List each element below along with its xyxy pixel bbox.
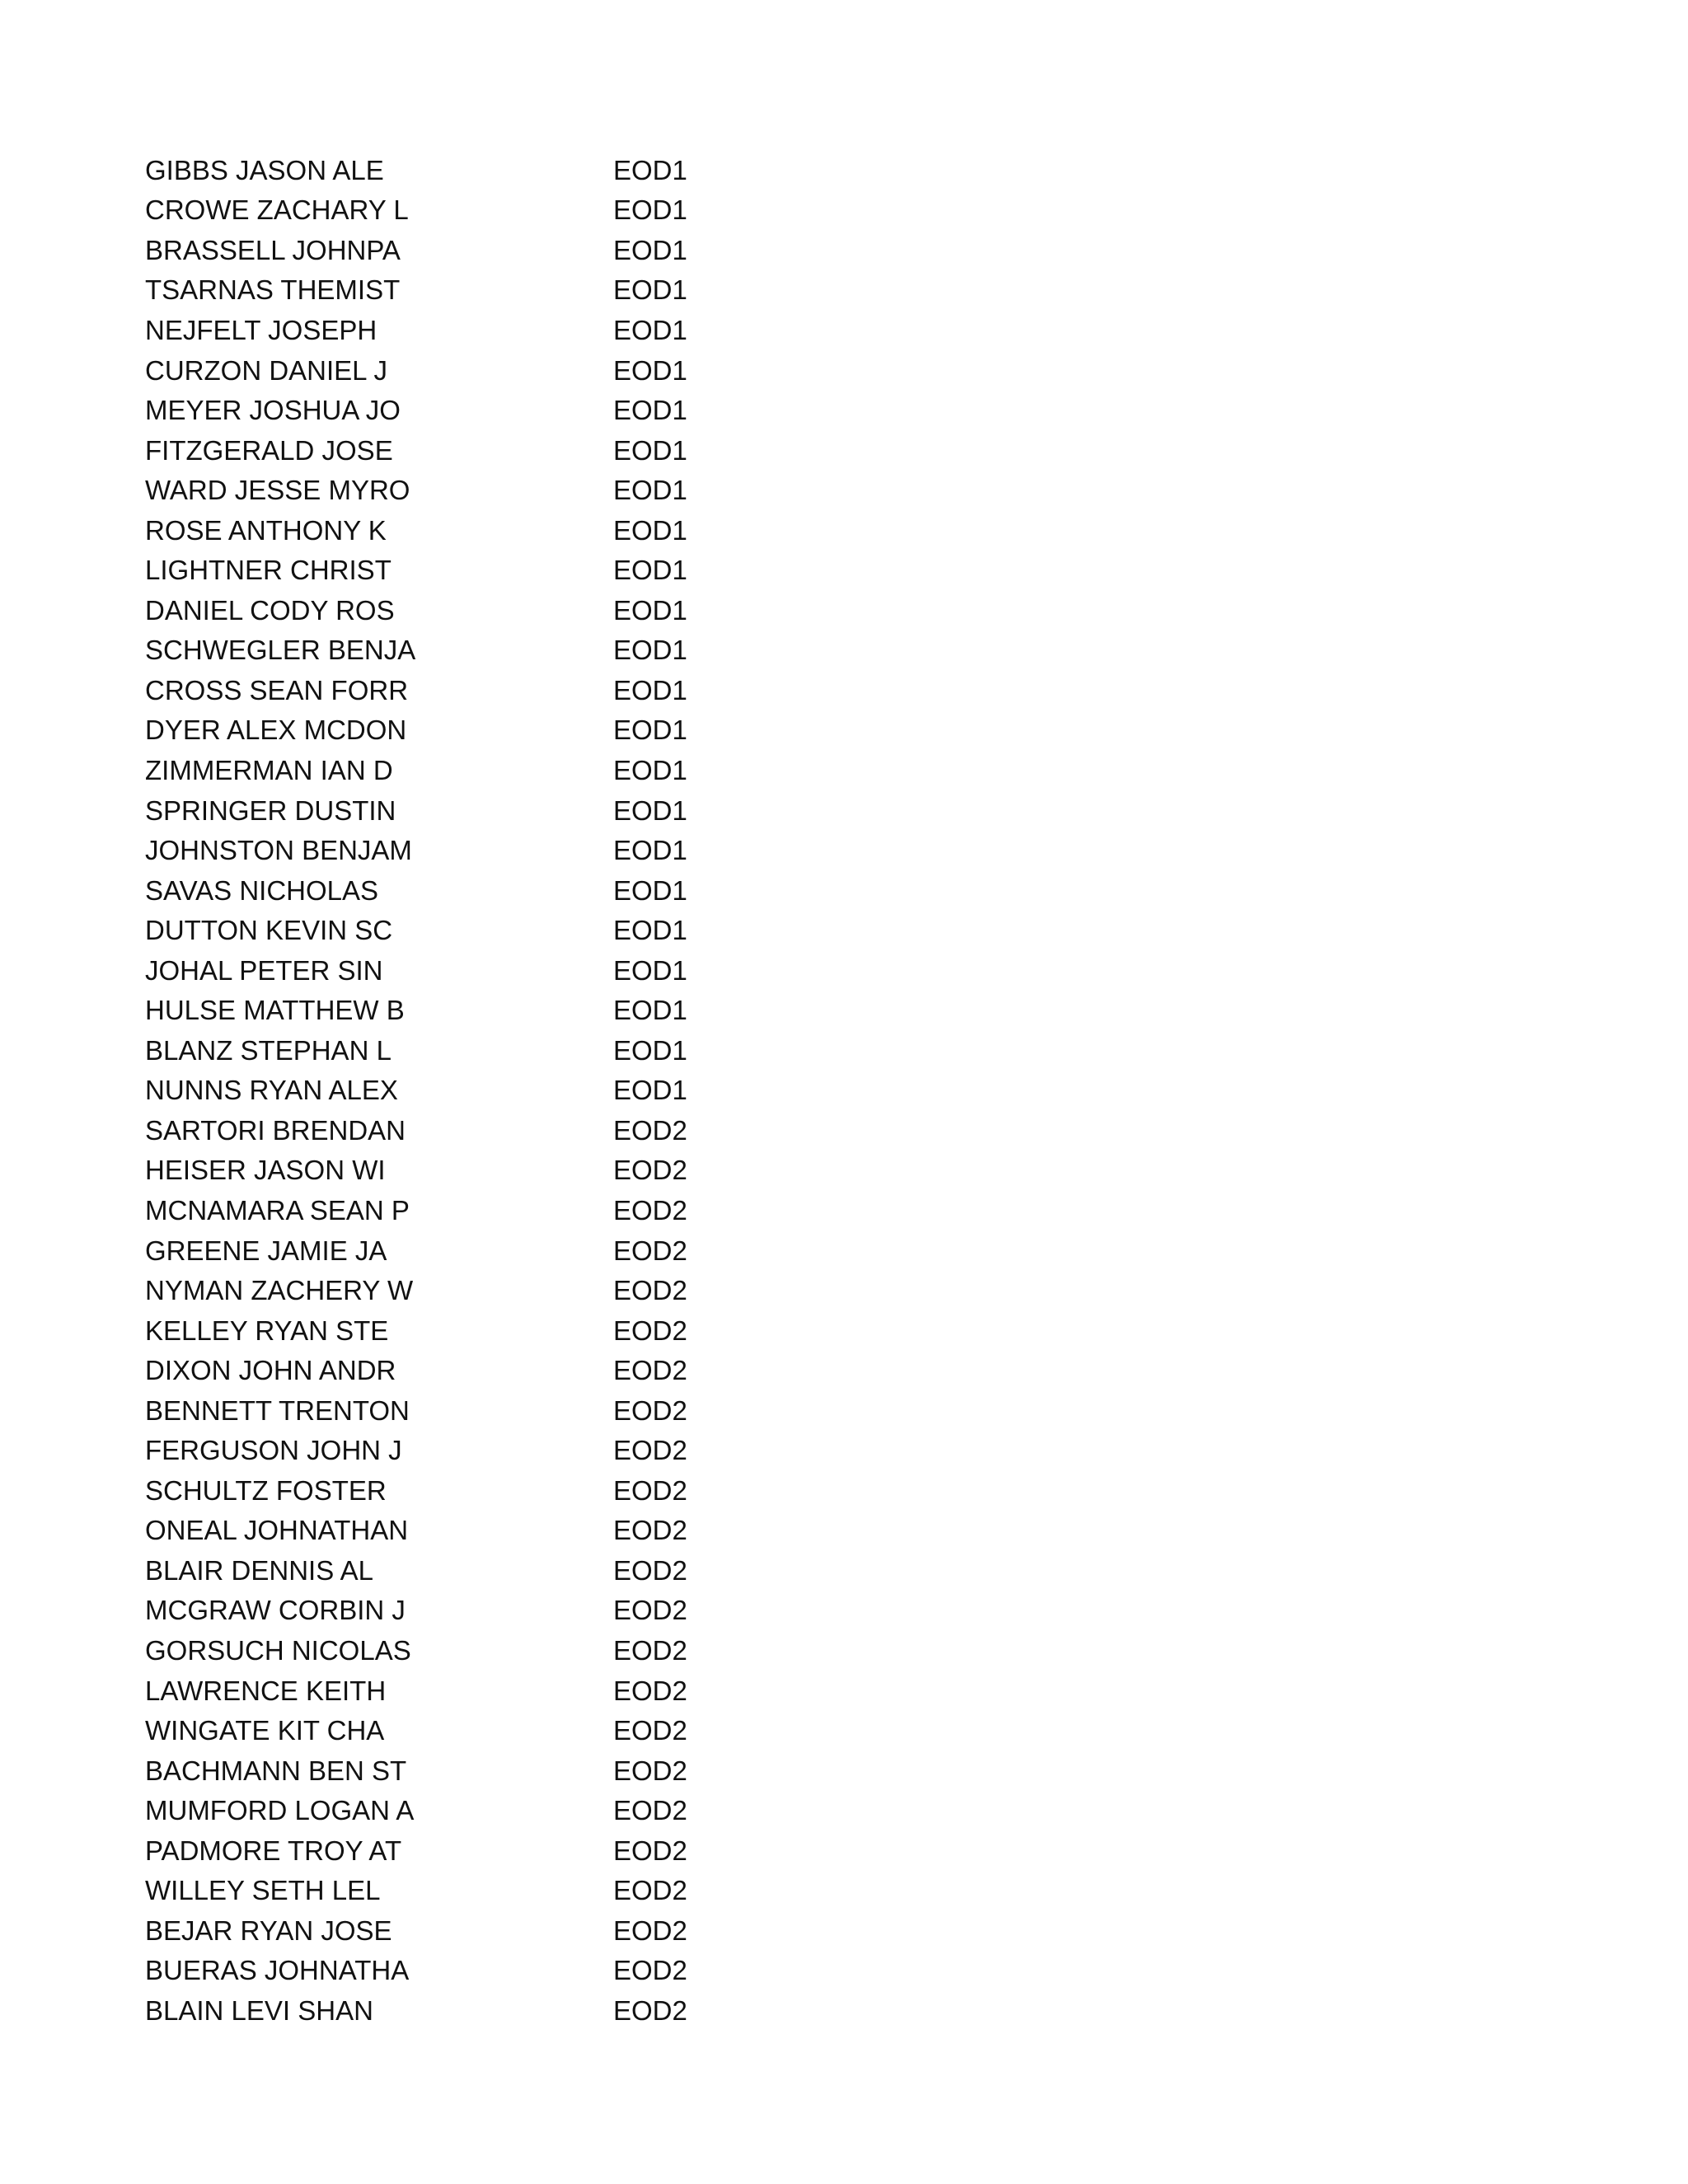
- unit-code: EOD2: [613, 1315, 687, 1346]
- unit-code: EOD2: [613, 1795, 687, 1826]
- list-item: [145, 1951, 887, 1991]
- list-item: [145, 1990, 887, 2031]
- person-name: SPRINGER DUSTIN: [145, 794, 396, 826]
- person-name: WARD JESSE MYRO: [145, 475, 410, 506]
- unit-code: EOD2: [613, 1355, 687, 1386]
- person-name: FERGUSON JOHN J: [145, 1435, 402, 1466]
- list-item: [145, 1630, 887, 1671]
- person-name: DANIEL CODY ROS: [145, 594, 395, 626]
- person-name: JOHAL PETER SIN: [145, 954, 383, 986]
- unit-code: EOD2: [613, 1635, 687, 1666]
- unit-code: EOD1: [613, 354, 687, 386]
- unit-code: EOD2: [613, 1675, 687, 1706]
- list-item: [145, 1830, 887, 1871]
- unit-code: EOD2: [613, 1875, 687, 1906]
- person-name: MCNAMARA SEAN P: [145, 1194, 410, 1226]
- person-name: BLANZ STEPHAN L: [145, 1034, 392, 1066]
- list-item: [145, 1030, 887, 1071]
- person-name: WINGATE KIT CHA: [145, 1715, 385, 1746]
- list-item: [145, 1151, 887, 1191]
- person-name: SAVAS NICHOLAS: [145, 874, 379, 906]
- list-item: [145, 470, 887, 510]
- unit-code: EOD1: [613, 475, 687, 506]
- unit-code: EOD1: [613, 954, 687, 986]
- person-name: GIBBS JASON ALE: [145, 154, 384, 185]
- list-item: [145, 510, 887, 551]
- person-name: CROWE ZACHARY L: [145, 194, 409, 226]
- list-item: [145, 790, 887, 831]
- person-name: BLAIR DENNIS AL: [145, 1554, 373, 1586]
- unit-code: EOD2: [613, 1835, 687, 1866]
- person-name: DUTTON KEVIN SC: [145, 915, 393, 946]
- person-name: MCGRAW CORBIN J: [145, 1595, 406, 1626]
- unit-code: EOD2: [613, 1235, 687, 1266]
- list-item: [145, 990, 887, 1030]
- person-name: GORSUCH NICOLAS: [145, 1635, 411, 1666]
- unit-code: EOD2: [613, 1515, 687, 1546]
- person-name: MEYER JOSHUA JO: [145, 395, 401, 426]
- unit-code: EOD1: [613, 154, 687, 185]
- person-name: BUERAS JOHNATHA: [145, 1955, 410, 1986]
- unit-code: EOD2: [613, 1114, 687, 1146]
- unit-code: EOD1: [613, 314, 687, 345]
- list-item: [145, 190, 887, 231]
- list-item: [145, 670, 887, 710]
- person-name: NYMAN ZACHERY W: [145, 1275, 414, 1306]
- person-name: PADMORE TROY AT: [145, 1835, 402, 1866]
- list-item: [145, 1671, 887, 1711]
- unit-code: EOD2: [613, 1275, 687, 1306]
- list-item: [145, 310, 887, 350]
- person-name: JOHNSTON BENJAM: [145, 835, 412, 866]
- person-name: ROSE ANTHONY K: [145, 514, 387, 546]
- list-item: [145, 830, 887, 870]
- list-item: [145, 1710, 887, 1750]
- unit-code: EOD2: [613, 1955, 687, 1986]
- person-name: SARTORI BRENDAN: [145, 1114, 406, 1146]
- person-name: BLAIN LEVI SHAN: [145, 1994, 373, 2026]
- person-name: FITZGERALD JOSE: [145, 434, 393, 466]
- unit-code: EOD2: [613, 1474, 687, 1506]
- list-item: [145, 430, 887, 471]
- person-name: WILLEY SETH LEL: [145, 1875, 381, 1906]
- list-item: [145, 1431, 887, 1471]
- list-item: [145, 1270, 887, 1310]
- list-item: [145, 1390, 887, 1431]
- person-name: NEJFELT JOSEPH: [145, 314, 377, 345]
- list-item: [145, 1790, 887, 1830]
- list-item: [145, 270, 887, 311]
- unit-code: EOD1: [613, 754, 687, 785]
- unit-code: EOD1: [613, 715, 687, 746]
- list-item: [145, 1350, 887, 1390]
- person-name: BENNETT TRENTON: [145, 1394, 410, 1426]
- unit-code: EOD2: [613, 1595, 687, 1626]
- list-item: [145, 1190, 887, 1230]
- list-item: [145, 1470, 887, 1511]
- unit-code: EOD1: [613, 794, 687, 826]
- list-item: [145, 950, 887, 991]
- unit-code: EOD2: [613, 1715, 687, 1746]
- list-item: [145, 910, 887, 950]
- person-name: SCHULTZ FOSTER: [145, 1474, 387, 1506]
- person-name: HEISER JASON WI: [145, 1155, 386, 1186]
- unit-code: EOD1: [613, 274, 687, 306]
- unit-code: EOD2: [613, 1155, 687, 1186]
- list-item: [145, 350, 887, 391]
- person-name: SCHWEGLER BENJA: [145, 635, 416, 666]
- list-item: [145, 750, 887, 790]
- person-name: BRASSELL JOHNPA: [145, 234, 401, 265]
- list-item: [145, 230, 887, 270]
- person-name: CURZON DANIEL J: [145, 354, 387, 386]
- unit-code: EOD1: [613, 874, 687, 906]
- person-name: HULSE MATTHEW B: [145, 995, 405, 1026]
- person-name: TSARNAS THEMIST: [145, 274, 401, 306]
- list-item: [145, 1591, 887, 1631]
- person-name: DYER ALEX MCDON: [145, 715, 407, 746]
- list-item: [145, 710, 887, 751]
- list-item: [145, 1310, 887, 1351]
- list-item: [145, 1110, 887, 1151]
- unit-code: EOD1: [613, 1034, 687, 1066]
- unit-code: EOD1: [613, 915, 687, 946]
- roster-list: [145, 150, 887, 2031]
- unit-code: EOD2: [613, 1994, 687, 2026]
- unit-code: EOD1: [613, 594, 687, 626]
- list-item: [145, 630, 887, 671]
- person-name: NUNNS RYAN ALEX: [145, 1075, 398, 1106]
- unit-code: EOD1: [613, 234, 687, 265]
- unit-code: EOD2: [613, 1394, 687, 1426]
- person-name: BEJAR RYAN JOSE: [145, 1915, 392, 1946]
- list-item: [145, 550, 887, 590]
- person-name: ONEAL JOHNATHAN: [145, 1515, 409, 1546]
- unit-code: EOD2: [613, 1915, 687, 1946]
- person-name: BACHMANN BEN ST: [145, 1755, 407, 1786]
- unit-code: EOD1: [613, 674, 687, 705]
- person-name: CROSS SEAN FORR: [145, 674, 409, 705]
- list-item: [145, 150, 887, 190]
- list-item: [145, 590, 887, 630]
- list-item: [145, 390, 887, 430]
- list-item: [145, 1910, 887, 1951]
- person-name: ZIMMERMAN IAN D: [145, 754, 393, 785]
- person-name: MUMFORD LOGAN A: [145, 1795, 415, 1826]
- unit-code: EOD1: [613, 194, 687, 226]
- unit-code: EOD1: [613, 395, 687, 426]
- list-item: [145, 870, 887, 911]
- person-name: GREENE JAMIE JA: [145, 1235, 387, 1266]
- unit-code: EOD2: [613, 1755, 687, 1786]
- unit-code: EOD1: [613, 635, 687, 666]
- list-item: [145, 1071, 887, 1111]
- unit-code: EOD1: [613, 514, 687, 546]
- unit-code: EOD1: [613, 434, 687, 466]
- list-item: [145, 1750, 887, 1791]
- list-item: [145, 1511, 887, 1551]
- person-name: KELLEY RYAN STE: [145, 1315, 389, 1346]
- unit-code: EOD2: [613, 1435, 687, 1466]
- unit-code: EOD1: [613, 995, 687, 1026]
- list-item: [145, 1230, 887, 1271]
- person-name: LIGHTNER CHRIST: [145, 555, 392, 586]
- unit-code: EOD2: [613, 1194, 687, 1226]
- list-item: [145, 1871, 887, 1911]
- person-name: LAWRENCE KEITH: [145, 1675, 387, 1706]
- unit-code: EOD2: [613, 1554, 687, 1586]
- unit-code: EOD1: [613, 1075, 687, 1106]
- unit-code: EOD1: [613, 835, 687, 866]
- person-name: DIXON JOHN ANDR: [145, 1355, 396, 1386]
- list-item: [145, 1550, 887, 1591]
- unit-code: EOD1: [613, 555, 687, 586]
